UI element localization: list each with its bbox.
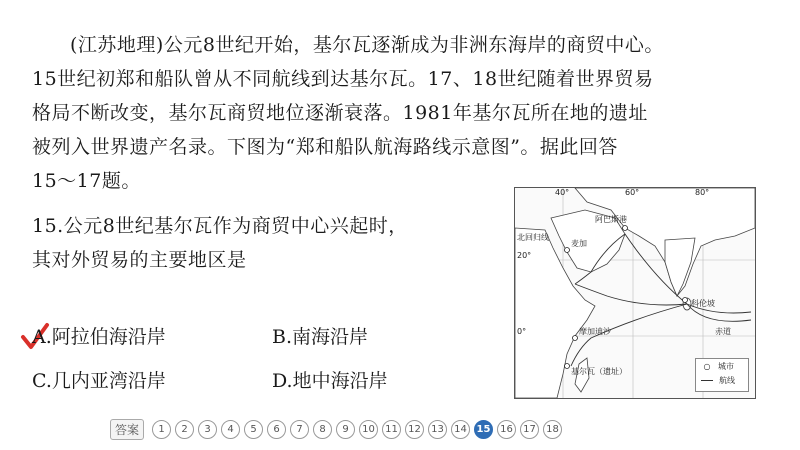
question-number-14[interactable]: 14 <box>451 420 470 439</box>
option-c[interactable]: C.几内亚湾沿岸 <box>32 370 166 392</box>
label-equator: 赤道 <box>715 327 731 336</box>
city-symbol-icon: ○ <box>703 361 711 371</box>
question-number-5[interactable]: 5 <box>244 420 263 439</box>
question-number-7[interactable]: 7 <box>290 420 309 439</box>
city-hormuz <box>623 226 628 231</box>
label-lon80: 80° <box>695 188 710 197</box>
option-d[interactable]: D.地中海沿岸 <box>272 370 388 392</box>
question-number-18[interactable]: 18 <box>543 420 562 439</box>
question-number-4[interactable]: 4 <box>221 420 240 439</box>
question-number-16[interactable]: 16 <box>497 420 516 439</box>
legend-route: 航线 <box>719 375 735 385</box>
label-tropic: 北回归线 <box>517 233 549 242</box>
question-stem-line-2: 其对外贸易的主要地区是 <box>32 249 247 271</box>
city-kilwa <box>565 364 570 369</box>
question-stem-line-1: 15.公元8世纪基尔瓦作为商贸中心兴起时， <box>32 215 408 237</box>
question-number-13[interactable]: 13 <box>428 420 447 439</box>
city-colombo <box>683 298 688 303</box>
label-mecca: 麦加 <box>571 239 587 248</box>
city-mecca <box>565 248 570 253</box>
label-mogadishu: 摩加迪沙 <box>579 327 611 336</box>
label-kilwa: 基尔瓦（遗址） <box>571 367 627 376</box>
passage-line-3: 格局不断改变，基尔瓦商贸地位逐渐衰落。1981年基尔瓦所在地的遗址 <box>32 102 648 124</box>
label-lat0: 0° <box>517 327 527 336</box>
question-number-15-active[interactable]: 15 <box>474 420 493 439</box>
label-colombo: 科伦坡 <box>691 299 715 308</box>
question-number-9[interactable]: 9 <box>336 420 355 439</box>
question-number-11[interactable]: 11 <box>382 420 401 439</box>
question-number-3[interactable]: 3 <box>198 420 217 439</box>
answer-nav-bar <box>110 418 562 440</box>
label-hormuz: 阿巴斯港 <box>595 215 627 224</box>
route-line-2 <box>575 284 687 305</box>
question-number-6[interactable]: 6 <box>267 420 286 439</box>
question-number-2[interactable]: 2 <box>175 420 194 439</box>
legend-city: 城市 <box>718 361 734 371</box>
passage-line-1: (江苏地理)公元8世纪开始，基尔瓦逐渐成为非洲东海岸的商贸中心。 <box>70 34 664 56</box>
label-lat20: 20° <box>517 251 532 260</box>
label-lon40: 40° <box>555 188 570 197</box>
question-number-1[interactable]: 1 <box>152 420 171 439</box>
option-a[interactable]: A.阿拉伯海沿岸 <box>32 326 166 348</box>
option-b[interactable]: B.南海沿岸 <box>272 326 369 348</box>
question-number-10[interactable]: 10 <box>359 420 378 439</box>
passage-line-4: 被列入世界遗产名录。下图为“郑和船队航海路线示意图”。据此回答 <box>32 136 618 158</box>
question-number-12[interactable]: 12 <box>405 420 424 439</box>
answer-label[interactable]: 答案 <box>110 419 144 440</box>
city-mogadishu <box>573 336 578 341</box>
passage-line-2: 15世纪初郑和船队曾从不同航线到达基尔瓦。17、18世纪随着世界贸易 <box>32 68 654 90</box>
question-number-8[interactable]: 8 <box>313 420 332 439</box>
label-lon60: 60° <box>625 188 640 197</box>
route-symbol-icon <box>701 380 713 381</box>
map-legend <box>695 358 749 392</box>
passage-line-5: 15～17题。 <box>32 170 141 192</box>
route-map <box>514 187 756 399</box>
question-number-17[interactable]: 17 <box>520 420 539 439</box>
